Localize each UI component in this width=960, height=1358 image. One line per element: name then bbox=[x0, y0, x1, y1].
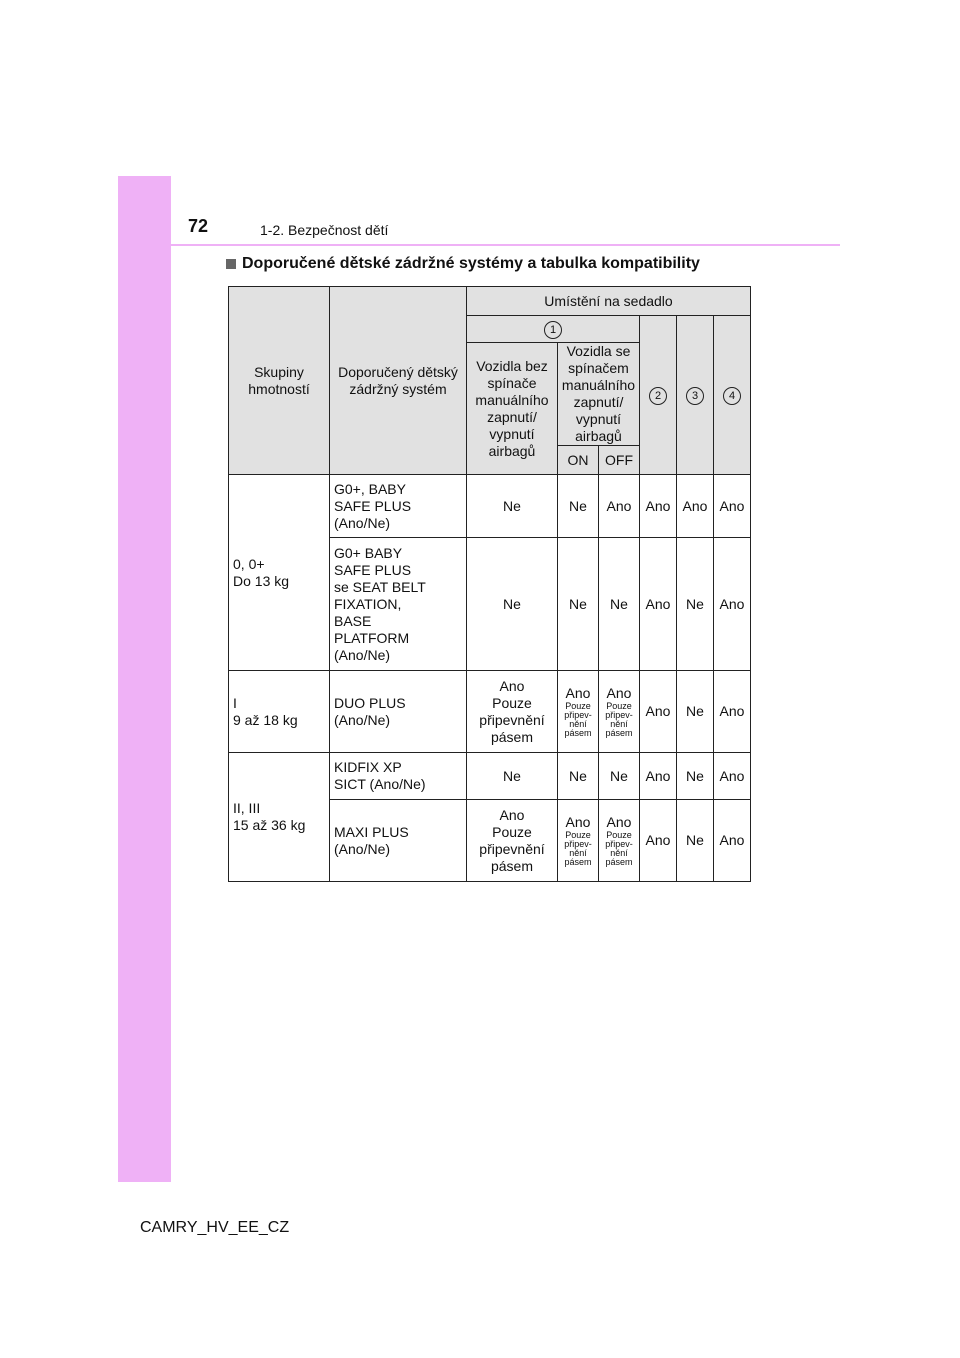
compatibility-table bbox=[228, 286, 751, 882]
note-text: Pouze připev- nění pásem bbox=[564, 830, 592, 867]
side-tab bbox=[118, 176, 171, 1182]
table-row bbox=[229, 475, 751, 538]
header-rule bbox=[118, 244, 840, 246]
seat-4-marker: 4 bbox=[723, 387, 741, 405]
value-cell: Ne bbox=[599, 538, 640, 671]
value-cell: Ano bbox=[599, 475, 640, 538]
weight-group-cell: II, III 15 až 36 kg bbox=[229, 753, 330, 882]
value-cell bbox=[599, 800, 640, 882]
value-cell: Ne bbox=[467, 538, 558, 671]
weight-group-cell: I 9 až 18 kg bbox=[229, 671, 330, 753]
seat-3-marker: 3 bbox=[686, 387, 704, 405]
note-text: Pouze připev- nění pásem bbox=[564, 701, 592, 738]
header-seat-3 bbox=[677, 316, 714, 475]
page-number: 72 bbox=[188, 216, 209, 236]
header-restraint-system: Doporučený dětský zádržný systém bbox=[330, 287, 467, 475]
value-text: Ano bbox=[606, 685, 632, 701]
system-cell: G0+ BABY SAFE PLUS se SEAT BELT FIXATION, BASE PLATFORM (Ano/Ne) bbox=[330, 538, 467, 671]
value-cell: Ano bbox=[714, 475, 751, 538]
value-cell: Ano Pouze připevnění pásem bbox=[467, 800, 558, 882]
header-seat-position: Umístění na sedadlo bbox=[467, 287, 751, 316]
value-cell bbox=[599, 671, 640, 753]
value-text: Ano bbox=[565, 685, 591, 701]
value-cell: Ano bbox=[640, 475, 677, 538]
header-off: OFF bbox=[599, 446, 640, 475]
value-cell: Ano bbox=[714, 800, 751, 882]
value-cell: Ano bbox=[640, 753, 677, 800]
seat-1-marker: 1 bbox=[544, 321, 562, 339]
value-cell: Ne bbox=[599, 753, 640, 800]
header-seat-1 bbox=[467, 316, 640, 343]
value-cell: Ne bbox=[677, 800, 714, 882]
section-title: 1-2. Bezpečnost dětí bbox=[260, 222, 389, 238]
note-text: Pouze připev- nění pásem bbox=[605, 701, 633, 738]
system-cell: MAXI PLUS (Ano/Ne) bbox=[330, 800, 467, 882]
value-text: Ano bbox=[565, 814, 591, 830]
value-text: Ano bbox=[606, 814, 632, 830]
seat-2-marker: 2 bbox=[649, 387, 667, 405]
value-cell: Ano bbox=[640, 671, 677, 753]
heading-text: Doporučené dětské zádržné systémy a tabulka kompatibility bbox=[242, 255, 700, 272]
footer-model-code: CAMRY_HV_EE_CZ bbox=[140, 1219, 290, 1236]
value-cell bbox=[558, 800, 599, 882]
value-cell: Ano bbox=[714, 671, 751, 753]
value-cell: Ano bbox=[714, 538, 751, 671]
value-cell: Ne bbox=[467, 753, 558, 800]
system-cell: KIDFIX XP SICT (Ano/Ne) bbox=[330, 753, 467, 800]
value-cell: Ne bbox=[677, 671, 714, 753]
table-row bbox=[229, 671, 751, 753]
value-cell: Ano bbox=[640, 538, 677, 671]
system-cell: G0+, BABY SAFE PLUS (Ano/Ne) bbox=[330, 475, 467, 538]
value-cell: Ano bbox=[714, 753, 751, 800]
weight-group-cell: 0, 0+ Do 13 kg bbox=[229, 475, 330, 671]
value-cell: Ne bbox=[677, 753, 714, 800]
table-row bbox=[229, 753, 751, 800]
note-text: Pouze připev- nění pásem bbox=[605, 830, 633, 867]
value-cell: Ano bbox=[640, 800, 677, 882]
value-cell: Ne bbox=[558, 475, 599, 538]
header-seat-2 bbox=[640, 316, 677, 475]
value-cell: Ne bbox=[558, 753, 599, 800]
system-cell: DUO PLUS (Ano/Ne) bbox=[330, 671, 467, 753]
header-no-airbag-switch: Vozidla bez spínače manuálního zapnutí/ vypnutí airbagů bbox=[467, 343, 558, 475]
header-weight-group: Skupiny hmotností bbox=[229, 287, 330, 475]
value-cell: Ano Pouze připevnění pásem bbox=[467, 671, 558, 753]
value-cell bbox=[558, 671, 599, 753]
value-cell: Ne bbox=[467, 475, 558, 538]
value-cell: Ano bbox=[677, 475, 714, 538]
header-on: ON bbox=[558, 446, 599, 475]
header-seat-4 bbox=[714, 316, 751, 475]
header-airbag-switch: Vozidla se spínačem manuálního zapnutí/ vypnutí airbagů bbox=[558, 343, 640, 446]
value-cell: Ne bbox=[677, 538, 714, 671]
table-heading bbox=[226, 255, 700, 273]
square-bullet-icon bbox=[226, 259, 236, 269]
value-cell: Ne bbox=[558, 538, 599, 671]
